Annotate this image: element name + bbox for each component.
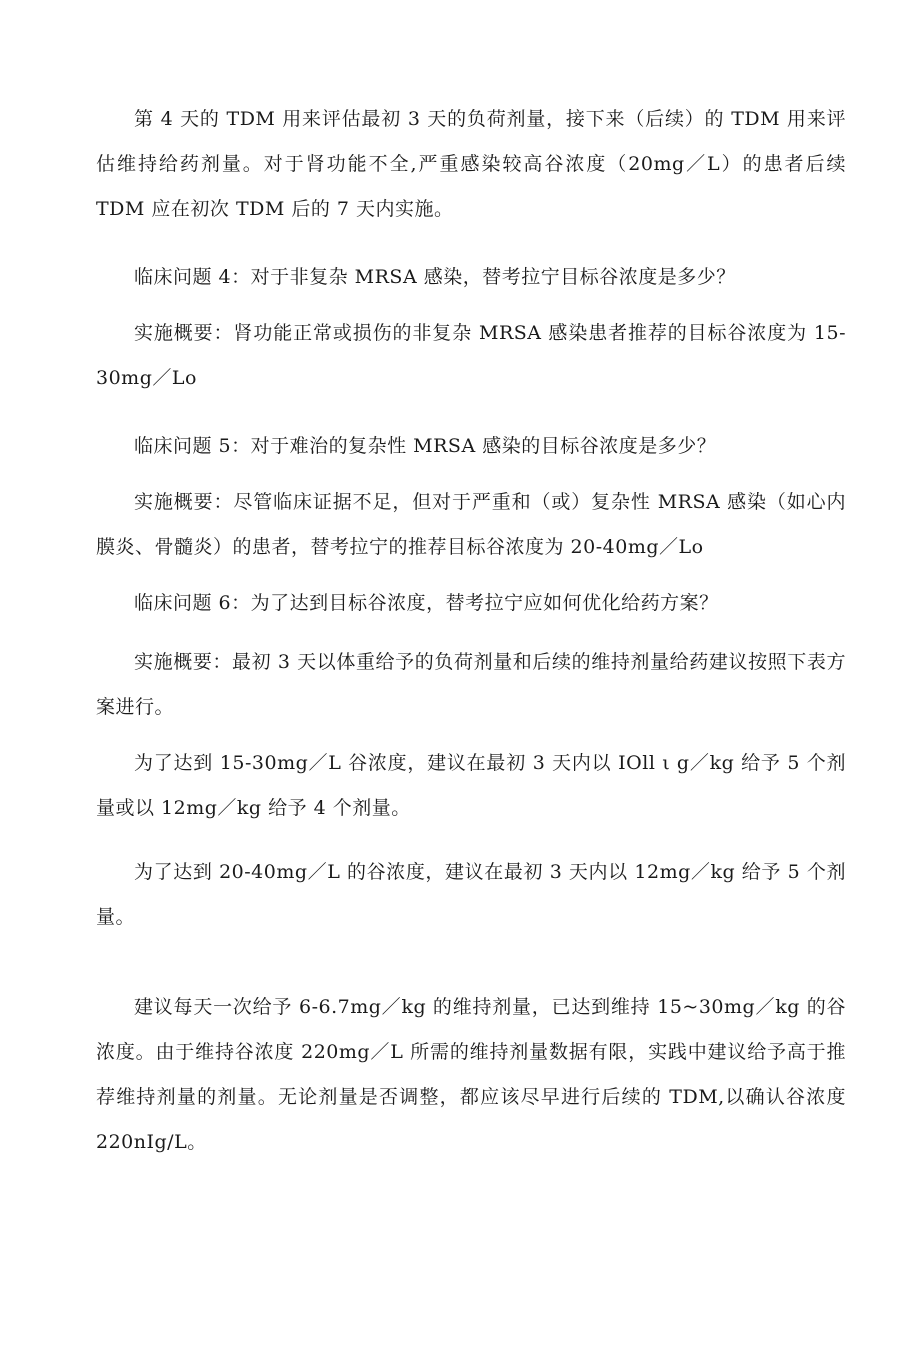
paragraph-summary-4: 实施概要：肾功能正常或损伤的非复杂 MRSA 感染患者推荐的目标谷浓度为 15-30mg／Lo <box>96 322 846 389</box>
paragraph-summary-6: 实施概要：最初 3 天以体重给予的负荷剂量和后续的维持剂量给药建议按照下表方案进行。 <box>96 651 846 718</box>
paragraph-dosing-15-30: 为了达到 15-30mg／L 谷浓度，建议在最初 3 天内以 IOll ι g／kg 给予 5 个剂量或以 12mg／kg 给予 4 个剂量。 <box>96 752 846 819</box>
paragraph-clinical-question-4: 临床问题 4：对于非复杂 MRSA 感染，替考拉宁目标谷浓度是多少？ <box>134 266 736 288</box>
paragraph-summary-5: 实施概要：尽管临床证据不足，但对于严重和（或）复杂性 MRSA 感染（如心内膜炎、骨髓炎）的患者，替考拉宁的推荐目标谷浓度为 20-40mg／Lo <box>96 491 846 558</box>
paragraph-tdm-evaluation: 第 4 天的 TDM 用来评估最初 3 天的负荷剂量，接下来（后续）的 TDM 用来评估维持给药剂量。对于肾功能不全,严重感染较高谷浓度（20mg／L）的患者后续 TDM 应在初次 TDM 后的 7 天内实施。 <box>96 108 846 220</box>
paragraph-clinical-question-6: 临床问题 6：为了达到目标谷浓度，替考拉宁应如何优化给药方案？ <box>134 592 719 614</box>
paragraph-clinical-question-5: 临床问题 5：对于难治的复杂性 MRSA 感染的目标谷浓度是多少？ <box>134 435 717 457</box>
paragraph-dosing-20-40: 为了达到 20-40mg／L 的谷浓度，建议在最初 3 天内以 12mg／kg 给予 5 个剂量。 <box>96 861 846 928</box>
paragraph-maintenance-dose: 建议每天一次给予 6-6.7mg／kg 的维持剂量，已达到维持 15~30mg／kg 的谷浓度。由于维持谷浓度 220mg／L 所需的维持剂量数据有限，实践中建议给予高于推荐维持剂量的剂量。无论剂量是否调整，都应该尽早进行后续的 TDM,以确认谷浓度 220nIg/L。 <box>96 996 846 1153</box>
